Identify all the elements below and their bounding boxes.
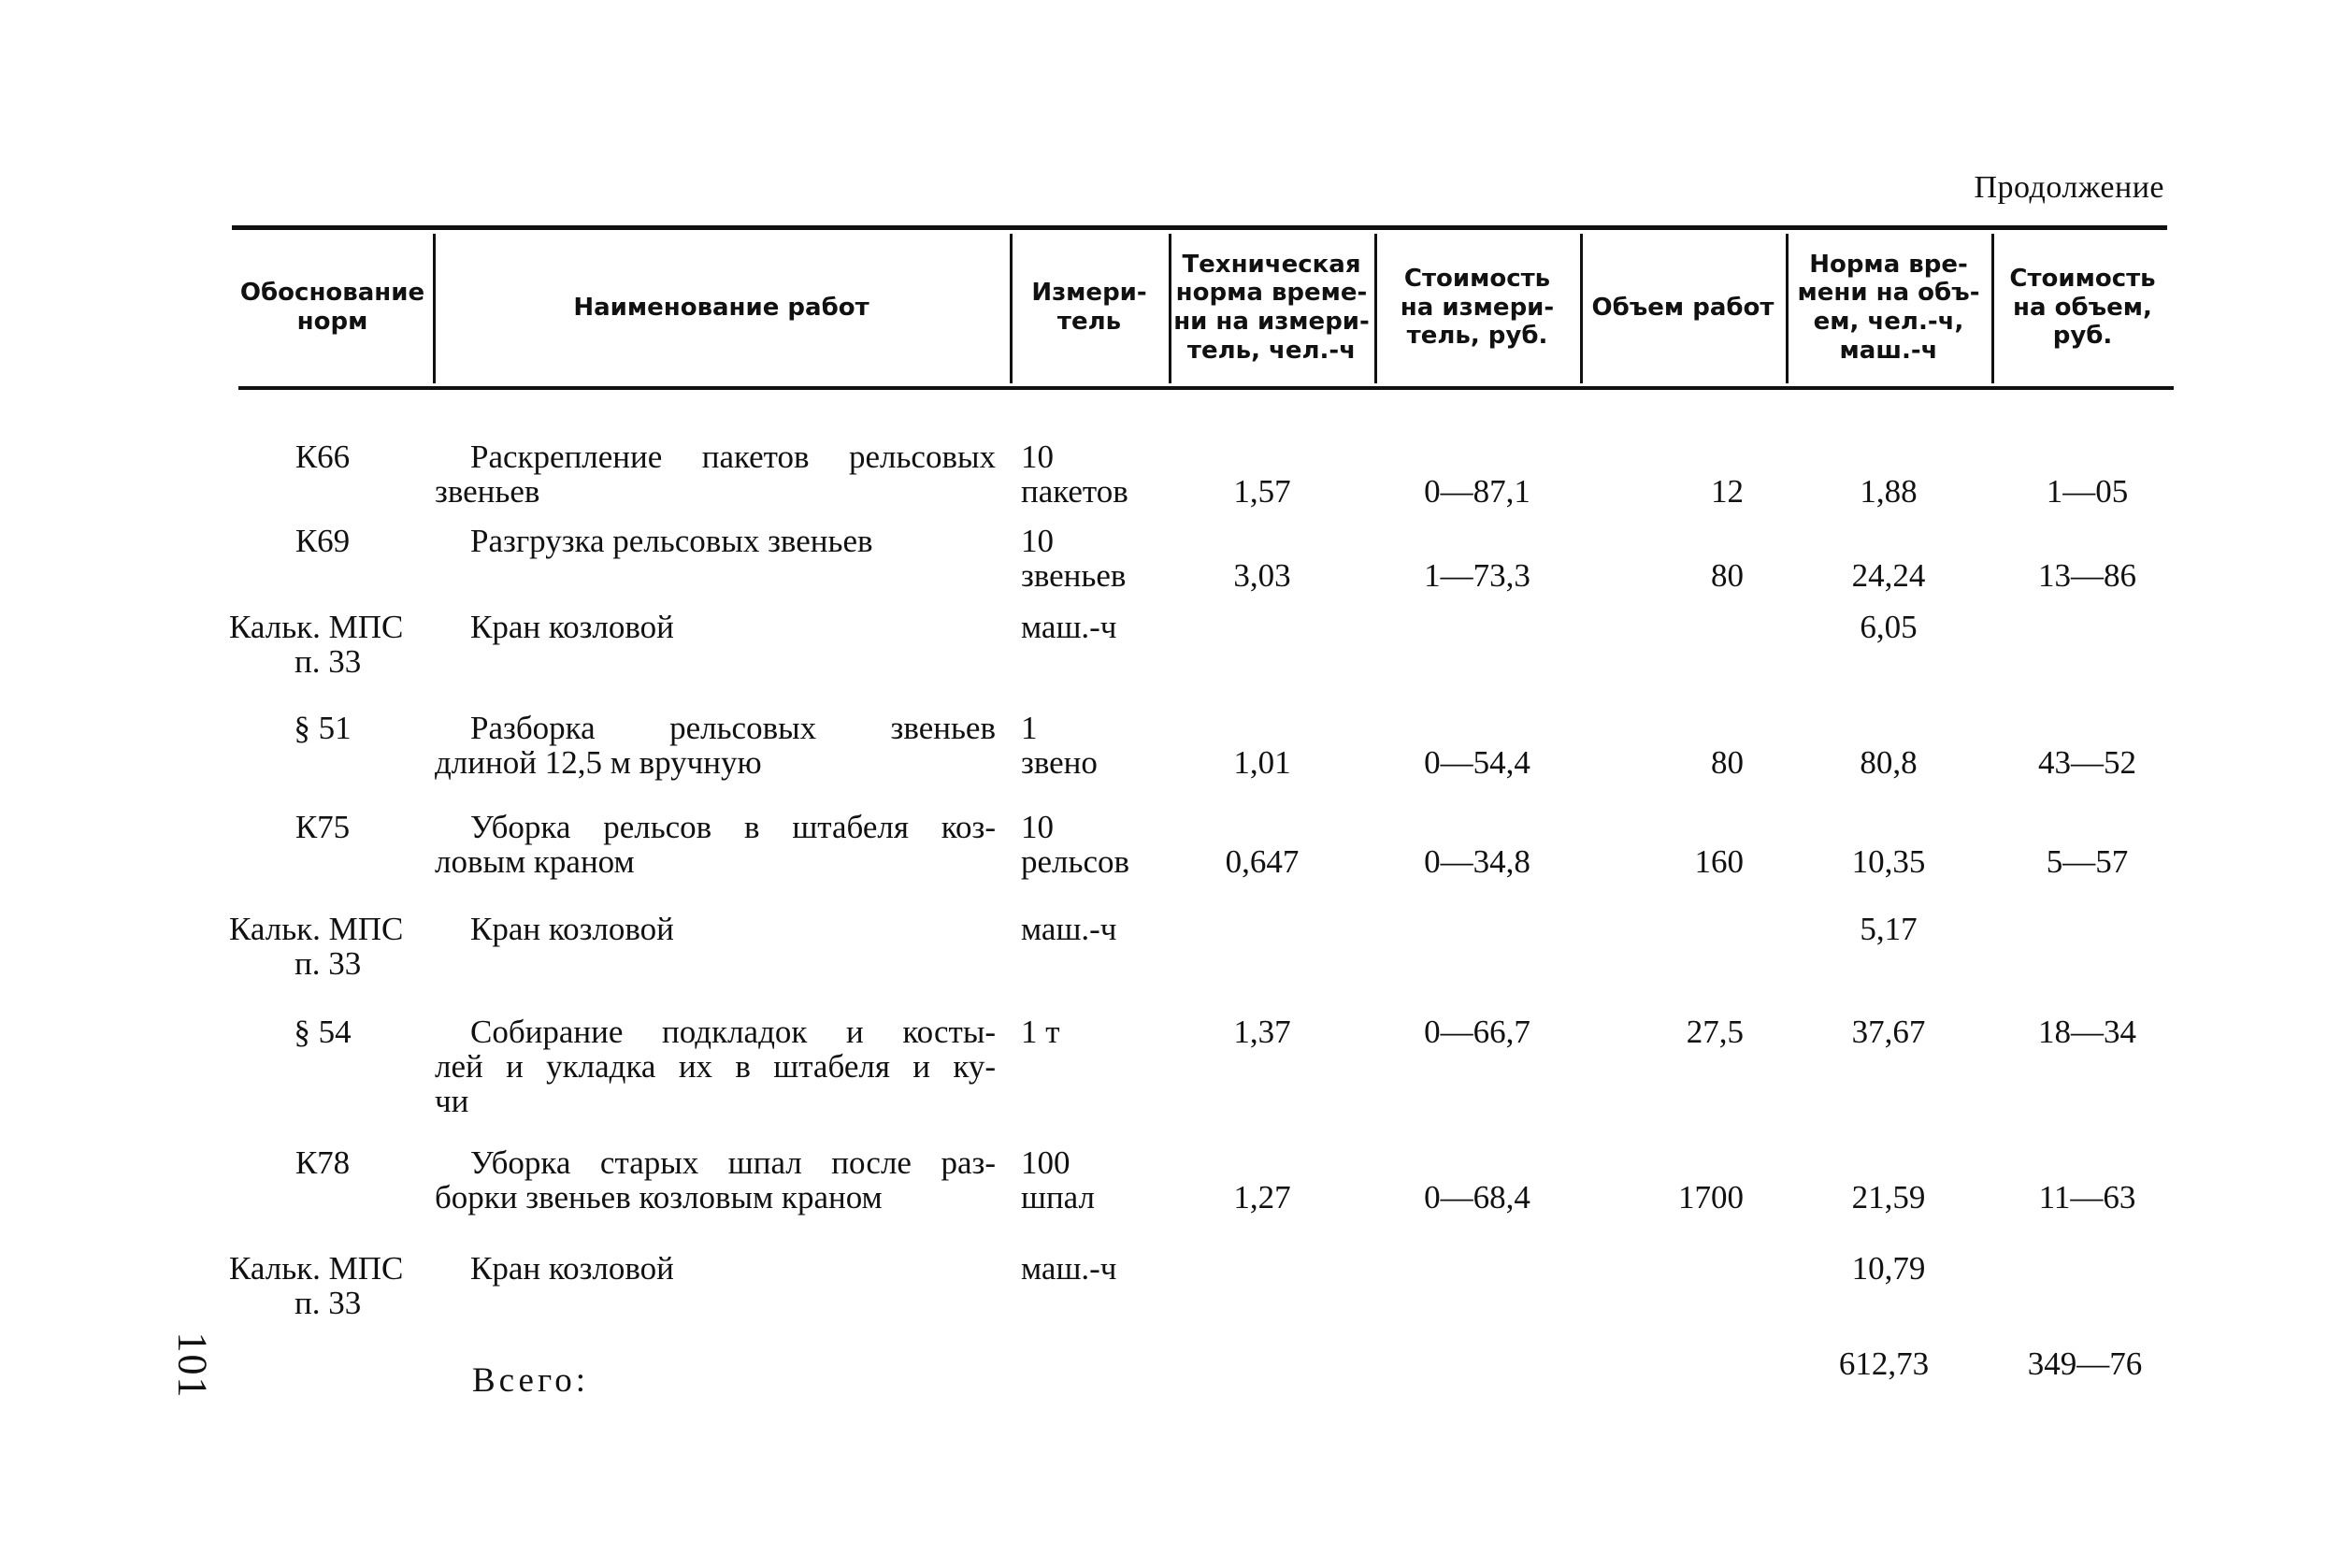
row-work-name-line: борки звеньев козловым краном — [435, 1179, 883, 1216]
row-cost-unit: 0—34,8 — [1424, 843, 1530, 880]
total-cost-volume: 349—76 — [2027, 1345, 2143, 1382]
row-basis-line: К69 — [295, 523, 351, 559]
row-work-name — [435, 524, 996, 558]
header-column-divider — [433, 234, 436, 383]
row-unit — [1021, 1251, 1161, 1286]
row-unit-line: 100 — [1021, 1144, 1070, 1181]
row-work-name-line: Собирание подкладок и косты- — [470, 1014, 996, 1050]
row-basis-line: К66 — [295, 439, 351, 475]
row-work-name-line: Разборка рельсовых звеньев — [470, 710, 996, 746]
row-cost-volume: 11—63 — [2038, 1179, 2136, 1216]
row-work-name-line: Кран козловой — [470, 911, 674, 947]
row-tech-norm: 1,37 — [1233, 1014, 1291, 1050]
row-norm-volume: 6,05 — [1860, 609, 1918, 645]
row-basis-line: п. 33 — [295, 643, 362, 680]
row-unit — [1021, 1145, 1161, 1215]
continuation-label: Продолжение — [1974, 170, 2164, 205]
header-tech-norm: Техническая норма време- ни на измери- тель, чел.-ч — [1173, 250, 1370, 365]
row-volume: 27,5 — [1686, 1014, 1744, 1050]
row-basis-line: § 54 — [294, 1014, 352, 1050]
row-unit-line: пакетов — [1021, 473, 1128, 510]
row-work-name-line: чи — [435, 1083, 469, 1119]
row-unit-line: 10 — [1021, 809, 1054, 845]
row-cost-unit: 1—73,3 — [1424, 557, 1530, 594]
row-work-name — [435, 1014, 996, 1118]
row-basis — [252, 524, 393, 558]
row-unit-line: маш.-ч — [1021, 911, 1117, 947]
row-volume: 12 — [1711, 473, 1744, 510]
row-tech-norm: 1,57 — [1233, 473, 1291, 510]
row-norm-volume: 10,35 — [1851, 843, 1926, 880]
row-unit — [1021, 711, 1161, 780]
row-unit-line: 1 — [1021, 710, 1038, 746]
row-basis — [252, 439, 393, 474]
row-unit — [1021, 439, 1161, 509]
row-work-name-line: длиной 12,5 м вручную — [435, 744, 762, 781]
row-unit-line: 1 т — [1021, 1014, 1060, 1050]
row-unit-line: 10 — [1021, 523, 1054, 559]
row-tech-norm: 3,03 — [1233, 557, 1291, 594]
row-work-name-line: звеньев — [435, 473, 540, 510]
row-basis-line: К78 — [295, 1144, 351, 1181]
row-unit-line: шпал — [1021, 1179, 1095, 1216]
header-bottom-rule — [238, 386, 2174, 390]
row-work-name — [435, 439, 996, 509]
row-basis — [229, 1251, 444, 1320]
row-norm-volume: 1,88 — [1860, 473, 1918, 510]
row-cost-unit: 0—87,1 — [1424, 473, 1530, 510]
row-volume: 80 — [1711, 557, 1744, 594]
header-column-divider — [1010, 234, 1013, 383]
row-work-name-line: Разгрузка рельсовых звеньев — [470, 523, 873, 559]
header-volume: Объем работ — [1591, 293, 1774, 322]
header-cost-unit: Стоимость на измери- тель, руб. — [1400, 264, 1555, 351]
row-norm-volume: 24,24 — [1851, 557, 1926, 594]
row-tech-norm: 1,27 — [1233, 1179, 1291, 1216]
row-norm-volume: 80,8 — [1860, 744, 1918, 781]
total-label: Всего: — [472, 1361, 590, 1400]
header-column-divider — [1786, 234, 1789, 383]
row-norm-volume: 5,17 — [1860, 911, 1918, 947]
row-basis — [252, 1145, 393, 1180]
row-basis-line: Кальк. МПС — [229, 911, 404, 947]
row-norm-volume: 37,67 — [1851, 1014, 1926, 1050]
row-volume: 160 — [1694, 843, 1744, 880]
header-column-divider — [1169, 234, 1171, 383]
row-unit-line: маш.-ч — [1021, 609, 1117, 645]
row-unit-line: звеньев — [1021, 557, 1127, 594]
row-work-name — [435, 810, 996, 879]
row-cost-volume: 43—52 — [2038, 744, 2136, 781]
row-unit — [1021, 912, 1161, 946]
total-norm-volume: 612,73 — [1838, 1345, 1930, 1382]
header-unit: Измери- тель — [1031, 279, 1147, 336]
row-work-name-line: Кран козловой — [470, 609, 674, 645]
row-basis-line: п. 33 — [295, 945, 362, 982]
row-tech-norm: 0,647 — [1225, 843, 1300, 880]
row-cost-unit: 0—66,7 — [1424, 1014, 1530, 1050]
row-norm-volume: 10,79 — [1851, 1250, 1926, 1287]
row-basis — [229, 912, 444, 981]
header-top-rule — [232, 225, 2167, 230]
row-unit — [1021, 524, 1161, 593]
row-cost-unit: 0—68,4 — [1424, 1179, 1530, 1216]
row-work-name-line: ловым краном — [435, 843, 635, 880]
row-volume: 80 — [1711, 744, 1744, 781]
row-volume: 1700 — [1678, 1179, 1744, 1216]
header-column-divider — [1374, 234, 1377, 383]
row-unit-line: маш.-ч — [1021, 1250, 1117, 1287]
page-number: 101 — [169, 1331, 216, 1400]
row-unit-line: 10 — [1021, 439, 1054, 475]
row-work-name-line: Раскрепление пакетов рельсовых — [470, 439, 996, 475]
row-work-name — [435, 1145, 996, 1215]
header-column-divider — [1991, 234, 1994, 383]
row-work-name-line: Уборка старых шпал после раз- — [470, 1144, 996, 1181]
header-column-divider — [1580, 234, 1583, 383]
row-basis-line: Кальк. МПС — [229, 609, 404, 645]
row-work-name — [435, 912, 996, 946]
row-basis — [229, 610, 444, 679]
row-basis-line: п. 33 — [295, 1285, 362, 1321]
header-name: Наименование работ — [573, 293, 869, 322]
row-basis — [252, 711, 393, 745]
row-cost-unit: 0—54,4 — [1424, 744, 1530, 781]
row-basis-line: § 51 — [294, 710, 352, 746]
row-basis — [252, 1014, 393, 1049]
row-work-name-line: Уборка рельсов в штабеля коз- — [470, 809, 996, 845]
row-unit — [1021, 1014, 1161, 1049]
row-basis-line: Кальк. МПС — [229, 1250, 404, 1287]
row-unit-line: звено — [1021, 744, 1098, 781]
row-cost-volume: 18—34 — [2038, 1014, 2136, 1050]
row-basis — [252, 810, 393, 844]
row-work-name — [435, 711, 996, 780]
row-basis-line: К75 — [295, 809, 351, 845]
row-work-name — [435, 1251, 996, 1286]
header-norm-volume: Норма вре- мени на объ- ем, чел.-ч, маш.-ч — [1797, 250, 1980, 365]
header-basis: Обоснование норм — [239, 279, 425, 336]
row-unit — [1021, 810, 1161, 879]
row-work-name — [435, 610, 996, 644]
row-work-name-line: Кран козловой — [470, 1250, 674, 1287]
row-norm-volume: 21,59 — [1851, 1179, 1926, 1216]
row-unit — [1021, 610, 1161, 644]
row-cost-volume: 5—57 — [2046, 843, 2129, 880]
row-cost-volume: 13—86 — [2038, 557, 2136, 594]
row-cost-volume: 1—05 — [2046, 473, 2129, 510]
row-work-name-line: лей и укладка их в штабеля и ку- — [435, 1048, 996, 1085]
row-tech-norm: 1,01 — [1233, 744, 1291, 781]
header-cost-volume: Стоимость на объем, руб. — [2009, 264, 2156, 351]
row-unit-line: рельсов — [1021, 843, 1130, 880]
